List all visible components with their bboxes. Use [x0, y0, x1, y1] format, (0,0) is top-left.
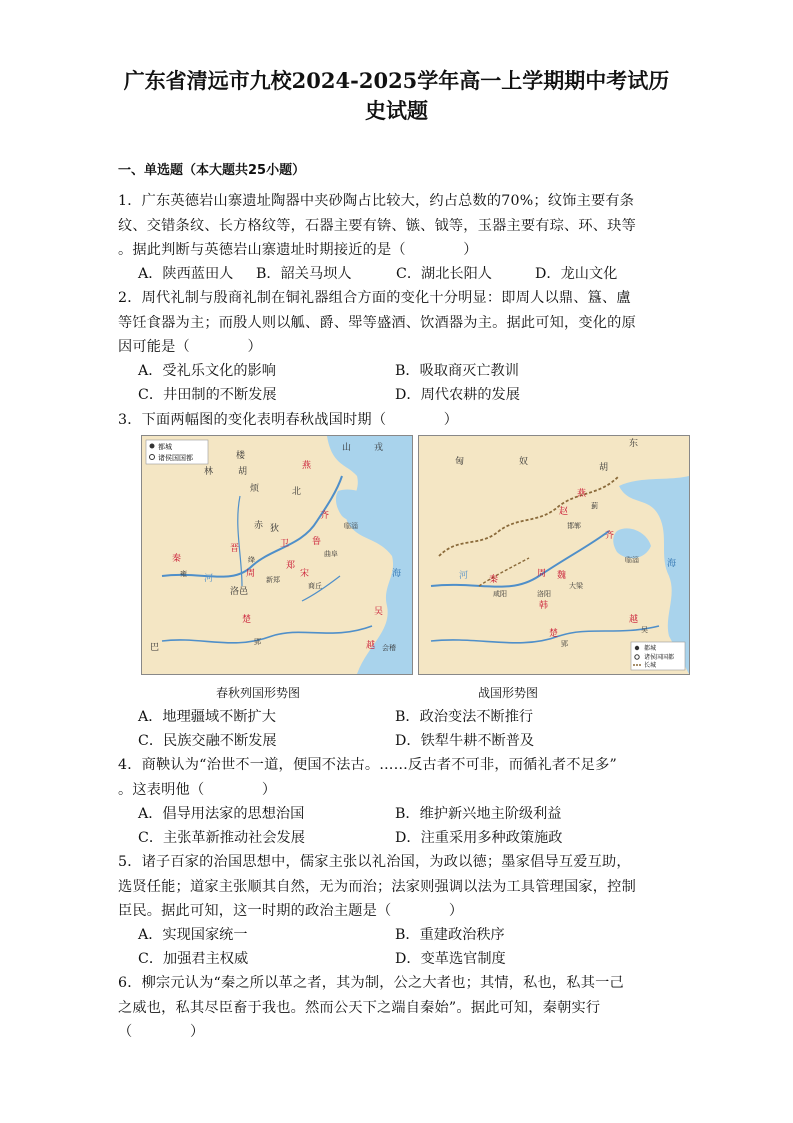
- map1-label: 会稽: [382, 644, 396, 652]
- map2-label: 胡: [599, 463, 609, 473]
- map2-label: 魏: [557, 571, 567, 581]
- question-1: [118, 189, 678, 263]
- map2-label: 越: [629, 615, 639, 625]
- map1-label: 临淄: [344, 522, 358, 530]
- question-4-option-d[interactable]: D．注重采用多种政策施政: [395, 830, 563, 846]
- map1-label: 楼: [236, 451, 246, 461]
- title-line-2: 史试题: [365, 98, 428, 123]
- question-2: [118, 286, 678, 360]
- map1-label: 卫: [280, 539, 290, 549]
- question-6-line-3: （ ）: [118, 1024, 205, 1040]
- map2-label: 周: [537, 569, 547, 579]
- map2-label: 燕: [577, 489, 587, 499]
- question-3-option-d[interactable]: D．铁犁牛耕不断普及: [395, 733, 535, 749]
- map2-legend-great-wall: 长城: [644, 662, 657, 669]
- map1-label: 越: [366, 641, 376, 651]
- map1-label: 北: [292, 487, 302, 497]
- question-1-line-2: 纹、交错条纹、长方格纹等，石器主要有锛、镞、钺等，玉器主要有琮、环、玦等: [118, 217, 636, 234]
- spring-autumn-map: [141, 435, 413, 675]
- question-3-option-c[interactable]: C．民族交融不断发展: [138, 733, 277, 749]
- question-1-option-a[interactable]: A．陕西蓝田人: [138, 266, 234, 282]
- question-6-line-1: 6．柳宗元认为“秦之所以革之者，其为制，公之大者也；其情，私也，私其一己: [118, 975, 624, 991]
- question-5-line-1: 5．诸子百家的治国思想中，儒家主张以礼治国，为政以德；墨家倡导互爱互助，: [118, 854, 631, 870]
- map2-label: 楚: [549, 629, 559, 639]
- map2-label: 齐: [605, 531, 615, 541]
- question-4: [118, 753, 678, 802]
- question-1-option-d[interactable]: D．龙山文化: [535, 266, 618, 282]
- map2-legend-state-capital: 诸侯国国都: [644, 654, 675, 661]
- question-5-option-a[interactable]: A．实现国家统一: [138, 927, 248, 943]
- question-3-option-b[interactable]: B．政治变法不断推行: [395, 709, 534, 725]
- map2-label: 韩: [539, 601, 549, 611]
- map1-label: 戎: [374, 443, 384, 453]
- map2-label: 秦: [489, 575, 499, 585]
- map2-label: 邯郸: [567, 522, 581, 530]
- map1-label: 林: [204, 467, 214, 477]
- map2-label: 匈: [455, 457, 465, 467]
- map1-legend-state-capital: 诸侯国国都: [158, 454, 193, 462]
- question-2-option-a[interactable]: A．受礼乐文化的影响: [138, 363, 276, 379]
- question-3-option-a[interactable]: A．地理疆域不断扩大: [138, 709, 276, 725]
- map2-label: 蓟: [591, 502, 598, 510]
- question-1-option-c[interactable]: C．湖北长阳人: [396, 266, 492, 282]
- map1-label: 郑: [286, 561, 296, 571]
- question-4-line-2: 。这表明他（ ）: [118, 781, 277, 798]
- map1-label: 烦: [250, 484, 260, 494]
- warring-states-map: [418, 435, 690, 675]
- map1-label: 楚: [242, 615, 252, 625]
- question-2-line-3: 因可能是（ ）: [118, 339, 262, 355]
- map2-label: 海: [667, 559, 677, 569]
- map2-label: 东: [629, 439, 639, 449]
- map2-label: 郢: [561, 640, 568, 648]
- question-2-line-2: 等饪食器为主；而殷人则以觚、爵、斝等盛酒、饮酒器为主。据此可知，变化的原: [118, 314, 636, 331]
- map2-label: 赵: [559, 507, 569, 517]
- question-1-line-3: 。据此判断与英德岩山寨遗址时期接近的是（ ）: [118, 242, 478, 258]
- question-5-line-2: 选贤任能；道家主张顺其自然，无为而治；法家则强调以法为工具管理国家，控制: [118, 878, 636, 895]
- map2-label: 洛阳: [537, 590, 551, 598]
- spring-autumn-map-drawing: [142, 436, 412, 674]
- map1-label: 宋: [300, 569, 310, 579]
- map1-label: 河: [204, 574, 214, 584]
- map1-label: 新郑: [266, 576, 280, 584]
- map2-label: 吴: [641, 626, 648, 634]
- map2-caption: 战国形势图: [478, 686, 539, 700]
- map1-label: 海: [392, 569, 402, 579]
- question-5: [118, 850, 678, 924]
- question-2-option-d[interactable]: D．周代农耕的发展: [395, 387, 520, 403]
- question-3: [118, 408, 678, 433]
- question-5-option-d[interactable]: D．变革选官制度: [395, 951, 506, 967]
- exam-title: [90, 66, 703, 126]
- question-4-option-a[interactable]: A．倡导用法家的思想治国: [138, 806, 305, 822]
- map1-label: 洛邑: [230, 587, 249, 597]
- map1-label: 齐: [320, 511, 330, 521]
- question-2-line-1: 2．周代礼制与殷商礼制在铜礼器组合方面的变化十分明显：即周人以鼎、簋、盧: [118, 290, 631, 306]
- map2-label: 奴: [519, 457, 529, 467]
- map2-label: 大梁: [569, 582, 583, 590]
- map1-label: 晋: [230, 544, 240, 554]
- map1-label: 吴: [374, 607, 384, 617]
- map2-legend-capital: 都城: [644, 645, 657, 652]
- map2-label: 临淄: [625, 556, 639, 564]
- map1-label: 鲁: [312, 537, 322, 547]
- map2-label: 咸阳: [493, 590, 507, 598]
- question-2-option-b[interactable]: B．吸取商灭亡教训: [395, 363, 519, 379]
- question-5-line-3: 臣民。据此可知，这一时期的政治主题是（ ）: [118, 903, 464, 919]
- map1-legend-capital: 都城: [158, 443, 172, 451]
- question-1-line-1: 1．广东英德岩山寨遗址陶器中夹砂陶占比较大，约占总数的70%；纹饰主要有条: [118, 193, 635, 209]
- question-6: [118, 971, 678, 1045]
- warring-states-map-drawing: [419, 436, 689, 674]
- map1-label: 绛: [248, 556, 255, 564]
- map1-label: 商丘: [308, 582, 322, 590]
- map1-label: 巴: [150, 643, 160, 653]
- section-heading: 一、单选题（本大题共25小题）: [118, 163, 306, 178]
- question-5-option-b[interactable]: B．重建政治秩序: [395, 927, 505, 943]
- question-1-option-b[interactable]: B．韶关马坝人: [256, 266, 352, 282]
- question-6-line-2: 之威也，私其尽臣畜于我也。然而公天下之端自秦始”。据此可知，秦朝实行: [118, 999, 601, 1016]
- map1-label: 山: [342, 443, 352, 453]
- map1-caption: 春秋列国形势图: [216, 686, 301, 700]
- title-line-1: 广东省清远市九校2024-2025学年高一上学期期中考试历: [123, 68, 670, 93]
- map1-label: 赤: [254, 521, 264, 531]
- question-4-option-b[interactable]: B．维护新兴地主阶级利益: [395, 806, 562, 822]
- map1-label: 周: [246, 569, 256, 579]
- map1-label: 狄: [270, 524, 280, 534]
- map1-label: 秦: [172, 554, 182, 564]
- question-5-option-c[interactable]: C．加强君主权威: [138, 951, 249, 967]
- question-2-option-c[interactable]: C．井田制的不断发展: [138, 387, 277, 403]
- map1-label: 曲阜: [324, 550, 338, 558]
- map1-label: 雍: [180, 570, 187, 578]
- map1-label: 郢: [254, 638, 261, 646]
- question-4-option-c[interactable]: C．主张革新推动社会发展: [138, 830, 305, 846]
- map2-label: 河: [459, 571, 469, 581]
- map1-label: 燕: [302, 461, 312, 471]
- question-4-line-1: 4．商鞅认为“治世不一道，便国不法古。……反古者不可非，而循礼者不足多”: [118, 757, 617, 773]
- map1-label: 胡: [238, 467, 248, 477]
- question-3-line-1: 3．下面两幅图的变化表明春秋战国时期（ ）: [118, 412, 459, 428]
